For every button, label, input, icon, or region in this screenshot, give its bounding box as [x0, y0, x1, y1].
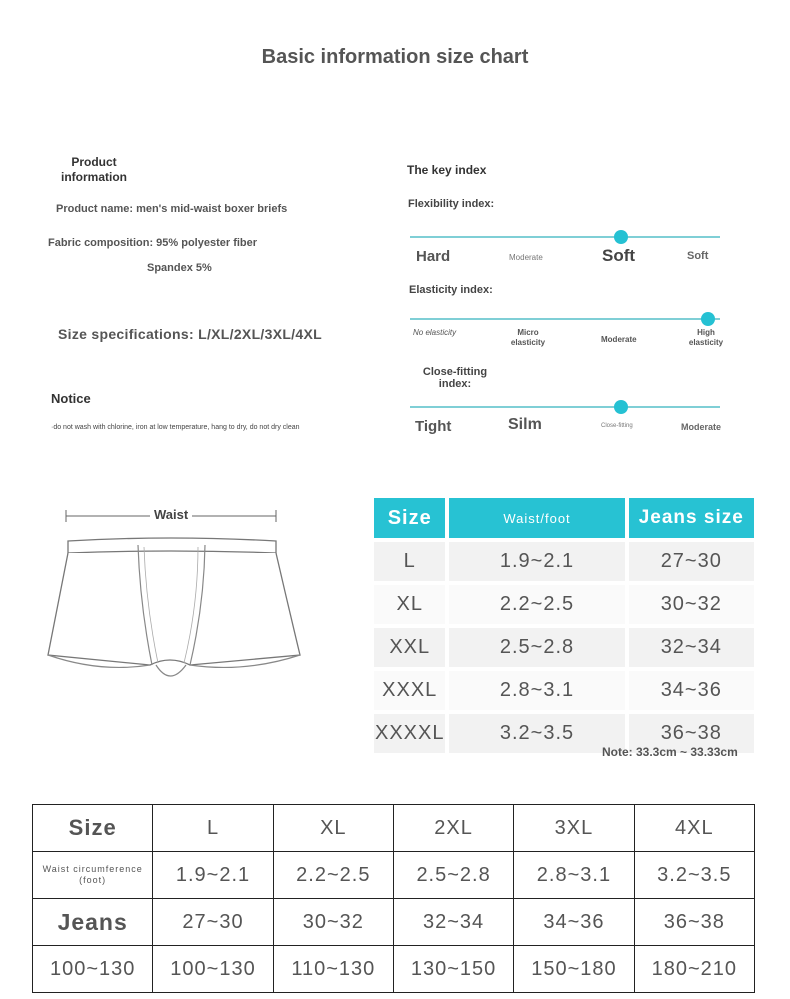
cell-size: L: [374, 542, 445, 581]
elasticity-knob: [701, 312, 715, 326]
cell-waist: 1.9~2.1: [449, 542, 624, 581]
cell: 100~130: [33, 946, 153, 993]
flex-mark-1: Hard: [416, 248, 451, 265]
cell: 1.9~2.1: [153, 852, 273, 899]
bottom-size-table: [32, 804, 755, 993]
header-size: Size: [374, 498, 445, 538]
size-specifications: Size specifications: L/XL/2XL/3XL/4XL: [58, 326, 322, 342]
flexibility-track: [410, 236, 720, 238]
elast-mark-4: High elasticity: [688, 328, 724, 347]
flexibility-knob: [614, 230, 628, 244]
cell: Waist circumference (foot): [33, 852, 153, 899]
product-info-heading: Product information: [61, 155, 127, 184]
waist-label: Waist: [150, 507, 192, 522]
notice-text: ·do not wash with chlorine, iron at low temperature, hang to dry, do not dry clean: [51, 424, 300, 431]
cell: 2.2~2.5: [273, 852, 393, 899]
key-index-heading: The key index: [407, 163, 487, 177]
cell-jeans: 36~38: [629, 714, 754, 753]
table-row: [33, 946, 755, 993]
cell-waist: 3.2~3.5: [449, 714, 624, 753]
boxer-briefs-diagram: [40, 505, 310, 690]
cell: 27~30: [153, 899, 273, 946]
close-mark-2: Silm: [508, 416, 542, 433]
size-note: Note: 33.3cm ~ 33.33cm: [602, 745, 738, 759]
header-jeans: Jeans size: [629, 498, 754, 538]
cell: 2.5~2.8: [393, 852, 513, 899]
table-row: [374, 628, 754, 667]
cell: 2.8~3.1: [514, 852, 634, 899]
cell: 100~130: [153, 946, 273, 993]
fabric-composition: Fabric composition: 95% polyester fiber: [48, 237, 258, 249]
cell: Jeans: [33, 899, 153, 946]
close-mark-4: Moderate: [681, 422, 722, 432]
closefit-label: Close-fitting index:: [422, 366, 488, 390]
cell-jeans: 27~30: [629, 542, 754, 581]
elasticity-label: Elasticity index:: [409, 284, 493, 296]
elast-mark-2: Micro elasticity: [510, 328, 546, 347]
cell-size: XXL: [374, 628, 445, 667]
table-row: [374, 542, 754, 581]
cell: 180~210: [634, 946, 754, 993]
notice-heading: Notice: [51, 391, 91, 406]
closefit-track: [410, 406, 720, 408]
page-title: Basic information size chart: [261, 46, 529, 68]
cell: XL: [273, 805, 393, 852]
cell: 2XL: [393, 805, 513, 852]
size-table: [370, 494, 758, 757]
cell: 36~38: [634, 899, 754, 946]
cell-waist: 2.8~3.1: [449, 671, 624, 710]
cell-size: XXXL: [374, 671, 445, 710]
elast-mark-1: No elasticity: [413, 328, 457, 337]
spandex: Spandex 5%: [147, 262, 212, 274]
cell: 130~150: [393, 946, 513, 993]
table-row: [33, 899, 755, 946]
cell-size: XXXXL: [374, 714, 445, 753]
cell: 3.2~3.5: [634, 852, 754, 899]
table-row: [33, 852, 755, 899]
cell: 110~130: [273, 946, 393, 993]
elasticity-track: [410, 318, 720, 320]
cell: 34~36: [514, 899, 634, 946]
cell: Size: [33, 805, 153, 852]
cell-jeans: 32~34: [629, 628, 754, 667]
cell: 30~32: [273, 899, 393, 946]
flexibility-label: Flexibility index:: [408, 198, 495, 210]
flex-mark-2: Moderate: [509, 253, 543, 262]
cell: 4XL: [634, 805, 754, 852]
cell-jeans: 30~32: [629, 585, 754, 624]
flex-mark-3: Soft: [602, 246, 636, 265]
table-row: [33, 805, 755, 852]
cell-size: XL: [374, 585, 445, 624]
elast-mark-3: Moderate: [601, 335, 637, 344]
table-row: [374, 671, 754, 710]
closefit-knob: [614, 400, 628, 414]
cell: 32~34: [393, 899, 513, 946]
table-row: [374, 585, 754, 624]
product-name: Product name: men's mid-waist boxer briefs: [56, 203, 288, 215]
cell: 150~180: [514, 946, 634, 993]
cell: 3XL: [514, 805, 634, 852]
flex-mark-4: Soft: [687, 250, 709, 262]
cell-waist: 2.5~2.8: [449, 628, 624, 667]
cell-waist: 2.2~2.5: [449, 585, 624, 624]
cell-jeans: 34~36: [629, 671, 754, 710]
close-mark-3: Close-fitting: [601, 423, 633, 429]
close-mark-1: Tight: [415, 418, 452, 435]
cell: L: [153, 805, 273, 852]
header-waist: Waist/foot: [449, 498, 624, 538]
size-table-header: [374, 498, 754, 538]
